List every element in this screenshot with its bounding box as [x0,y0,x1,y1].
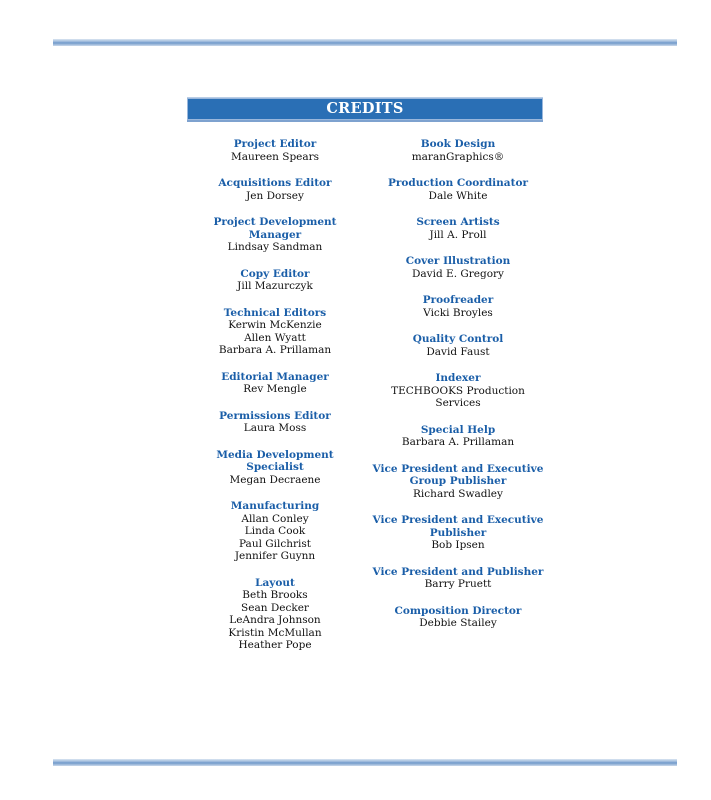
credit-person-name: Debbie Stailey [419,617,497,629]
credit-group-vice-president-and-publisher [369,566,547,591]
credit-role-heading: Quality Control [412,333,504,345]
credit-person-name: Kristin McMullan [228,626,322,639]
credit-role-heading: Indexer [435,372,481,384]
credit-group-indexer [369,372,547,410]
credit-group-editorial-manager [190,371,360,396]
credit-person-name: Richard Swadley [413,487,503,500]
credit-role-heading: Proofreader [422,294,494,306]
credit-role-heading: Book Design [420,138,496,150]
credit-person-name: Bob Ipsen [431,539,485,551]
credit-person-name: TECHBOOKS Production Services [391,384,525,409]
credit-role-heading: Copy Editor [240,267,310,280]
credit-person-name: Linda Cook [244,525,306,537]
credit-person-name: Megan Decraene [229,473,321,486]
credit-person-name: Jill Mazurczyk [237,280,313,292]
credit-group-proofreader [369,294,547,319]
credit-role-heading: Project Development Manager [213,216,337,241]
credit-group-acquisitions-editor [190,177,360,202]
credit-group-technical-editors [190,307,360,357]
credit-person-name: Kerwin McKenzie [228,319,322,331]
credit-group-quality-control [369,333,547,358]
credit-role-heading: Permissions Editor [219,409,331,422]
credit-group-media-development-specialist [190,449,360,487]
credit-person-name: Barbara A. Prillaman [401,436,515,448]
credit-person-name: Jen Dorsey [246,189,304,202]
credit-role-heading: Layout [255,576,295,589]
credit-group-book-design [369,138,547,163]
credit-person-name: Barry Pruett [424,578,492,590]
credit-person-name: Heather Pope [238,639,312,651]
credit-group-manufacturing [190,500,360,563]
credit-person-name: Sean Decker [241,601,309,614]
credit-role-heading: Acquisitions Editor [218,177,332,189]
credit-person-name: Dale White [428,189,488,202]
credit-group-production-coordinator [369,177,547,202]
right-credits-column [369,138,547,644]
credit-group-special-help [369,424,547,449]
credit-role-heading: Special Help [420,423,496,436]
credit-role-heading: Manufacturing [230,500,320,512]
credit-role-heading: Vice President and Executive Publisher [372,514,544,539]
credit-person-name: David E. Gregory [412,267,504,280]
credit-role-heading: Editorial Manager [221,370,329,383]
credit-group-copy-editor [190,268,360,293]
credit-role-heading: Composition Director [394,604,522,617]
credit-group-composition-director [369,605,547,630]
credit-person-name: Paul Gilchrist [238,537,312,550]
credit-role-heading: Project Editor [233,138,317,150]
credit-person-name: maranGraphics® [411,150,505,163]
credit-group-permissions-editor [190,410,360,435]
credit-role-heading: Vice President and Publisher [372,565,544,578]
left-credits-column [190,138,360,666]
credit-person-name: Lindsay Sandman [227,241,323,253]
credit-person-name: Barbara A. Prillaman [218,344,332,356]
credit-person-name: Rev Mengle [243,383,307,395]
credit-person-name: Laura Moss [243,422,307,434]
credit-person-name: Beth Brooks [242,589,308,601]
credit-group-project-development-manager [190,216,360,254]
credit-person-name: Jill A. Proll [429,228,487,241]
credit-group-layout [190,577,360,652]
credit-role-heading: Screen Artists [416,216,500,228]
credit-role-heading: Cover Illustration [405,255,511,267]
credit-group-vice-president-and-executive-publisher [369,514,547,552]
credit-role-heading: Production Coordinator [388,177,528,189]
credit-person-name: Maureen Spears [230,150,320,163]
bottom-decorative-rule [53,759,677,766]
credit-group-cover-illustration [369,255,547,280]
credit-person-name: Allan Conley [241,512,309,525]
credit-person-name: Allen Wyatt [244,331,306,344]
credit-person-name: Jennifer Guynn [234,550,316,562]
credit-person-name: David Faust [426,345,490,358]
credit-group-screen-artists [369,216,547,241]
credit-person-name: LeAndra Johnson [229,614,321,626]
credit-person-name: Vicki Broyles [423,306,493,319]
credit-role-heading: Media Development Specialist [216,448,334,473]
credit-group-vice-president-and-executive-group-publisher [369,463,547,501]
credit-role-heading: Technical Editors [223,306,327,319]
top-decorative-rule [53,39,677,46]
credit-group-project-editor [190,138,360,163]
credit-role-heading: Vice President and Executive Group Publisher [372,462,544,487]
credits-title-banner: CREDITS [187,97,543,122]
